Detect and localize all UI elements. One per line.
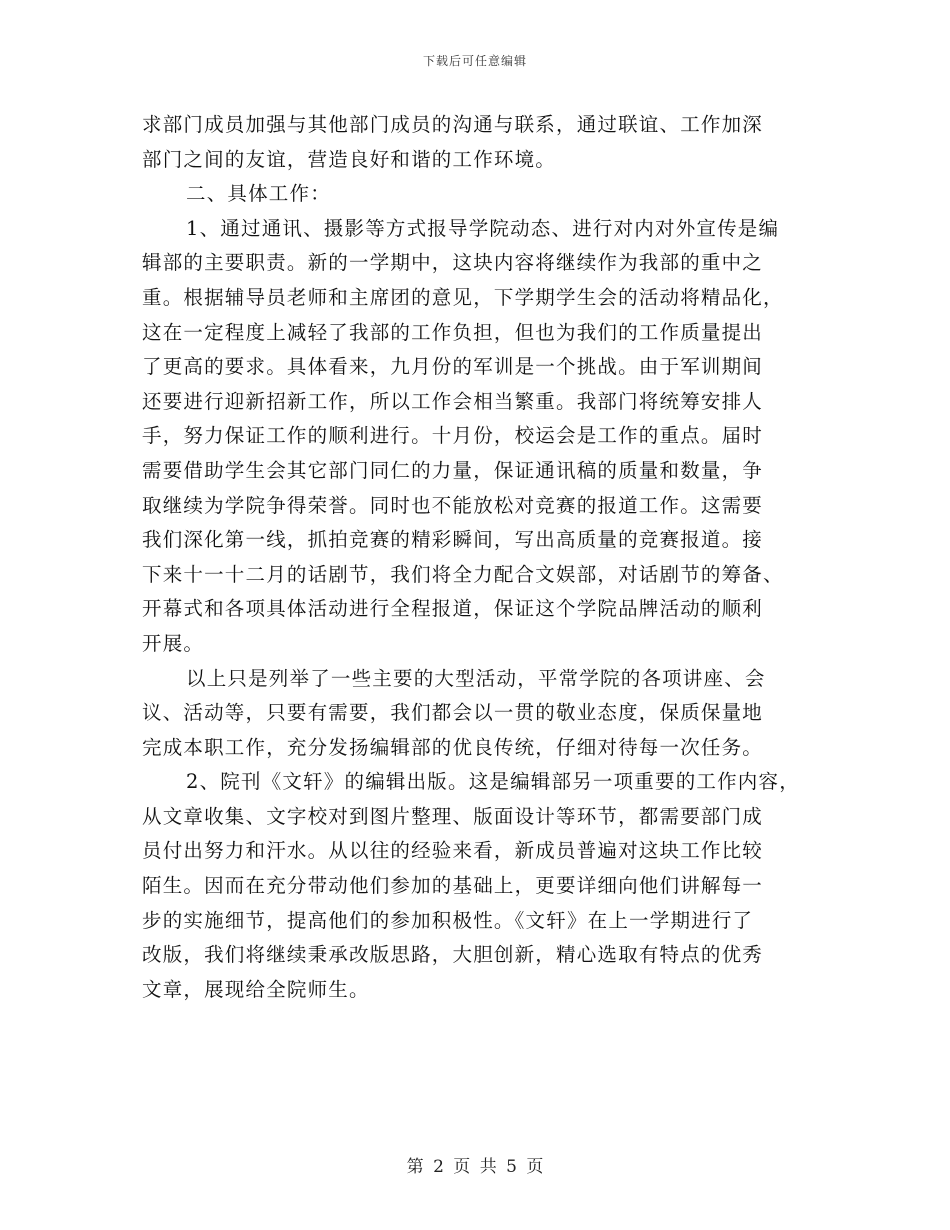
text-line: 开展。 (142, 631, 205, 655)
text-line: 从文章收集、文字校对到图片整理、版面设计等环节，都需要部门成 (142, 804, 764, 828)
text-line: 文章，展现给全院师生。 (142, 977, 370, 1001)
text-line: 重。根据辅导员老师和主席团的意见，下学期学生会的活动将精品化， (142, 285, 784, 309)
text-line: 陌生。因而在充分带动他们参加的基础上，更要详细向他们讲解每一 (142, 874, 764, 898)
page-header: 下载后可任意编辑 (422, 54, 527, 68)
section-heading: 二、具体工作： (186, 182, 331, 206)
text-line: 2、院刊《文轩》的编辑出版。这是编辑部另一项重要的工作内容， (186, 770, 800, 794)
text-line: 取继续为学院争得荣誉。同时也不能放松对竞赛的报道工作。这需要 (142, 493, 764, 517)
text-line: 下来十一十二月的话剧节，我们将全力配合文娱部，对话剧节的筹备、 (142, 562, 784, 586)
text-line: 步的实施细节，提高他们的参加积极性。《文轩》在上一学期进行了 (142, 908, 754, 932)
text-line: 求部门成员加强与其他部门成员的沟通与联系，通过联谊、工作加深 (142, 113, 764, 136)
text-line: 手，努力保证工作的顺利进行。十月份，校运会是工作的重点。届时 (142, 424, 764, 448)
text-line: 完成本职工作，充分发扬编辑部的优良传统，仔细对待每一次任务。 (142, 735, 764, 759)
text-line: 1、通过通讯、摄影等方式报导学院动态、进行对内对外宣传是编 (186, 216, 780, 240)
document-body (142, 108, 822, 1007)
text-line: 员付出努力和汗水。从以往的经验来看，新成员普遍对这块工作比较 (142, 839, 764, 863)
text-line: 改版，我们将继续秉承改版思路，大胆创新，精心选取有特点的优秀 (142, 943, 764, 967)
text-line: 议、活动等，只要有需要，我们都会以一贯的敬业态度，保质保量地 (142, 701, 764, 725)
text-line: 这在一定程度上减轻了我部的工作负担，但也为我们的工作质量提出 (142, 320, 764, 344)
page-footer: 第 2 页 共 5 页 (406, 1157, 544, 1177)
text-line: 以上只是列举了一些主要的大型活动，平常学院的各项讲座、会 (186, 666, 766, 690)
text-line: 辑部的主要职责。新的一学期中，这块内容将继续作为我部的重中之 (142, 251, 764, 275)
text-line: 需要借助学生会其它部门同仁的力量，保证通讯稿的质量和数量，争 (142, 458, 764, 482)
text-line: 我们深化第一线，抓拍竞赛的精彩瞬间，写出高质量的竞赛报道。接 (142, 528, 764, 552)
text-line: 部门之间的友谊，营造良好和谐的工作环境。 (142, 147, 557, 171)
text-line: 还要进行迎新招新工作，所以工作会相当繁重。我部门将统筹安排人 (142, 389, 764, 413)
text-line: 开幕式和各项具体活动进行全程报道，保证这个学院品牌活动的顺利 (142, 597, 764, 621)
text-line: 了更高的要求。具体看来，九月份的军训是一个挑战。由于军训期间 (142, 355, 764, 379)
